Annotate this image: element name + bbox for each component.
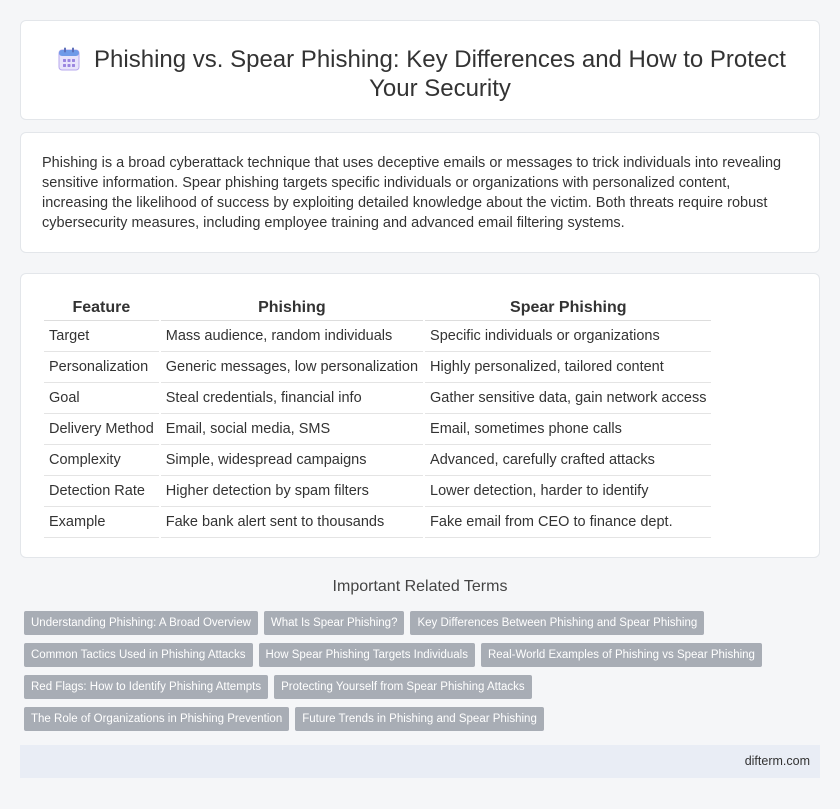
feature-cell: Target [44, 321, 159, 352]
intro-card [20, 132, 820, 253]
phishing-cell: Higher detection by spam filters [161, 476, 423, 507]
related-term-tag[interactable]: Common Tactics Used in Phishing Attacks [24, 643, 253, 667]
footer-brand-link[interactable]: difterm.com [744, 754, 810, 768]
phishing-cell: Simple, widespread campaigns [161, 445, 423, 476]
related-term-tag[interactable]: Future Trends in Phishing and Spear Phishing [295, 707, 544, 731]
intro-text: Phishing is a broad cyberattack technique that uses deceptive emails or messages to trick individuals into revealing sensitive information. Spear phishing targets specific individuals or organizations with personalized content, increasing the likelihood of success by exploiting detailed knowledge about the victim. Both threats require robust cybersecurity measures, including employee training and advanced email filtering systems. [42, 155, 782, 231]
related-term-tag[interactable]: Protecting Yourself from Spear Phishing Attacks [274, 675, 532, 699]
table-row [44, 476, 711, 507]
related-terms-title: Important Related Terms [332, 578, 508, 595]
related-term-tag[interactable]: Red Flags: How to Identify Phishing Attempts [24, 675, 268, 699]
table-row [44, 352, 711, 383]
tag-row [24, 611, 824, 635]
feature-cell: Complexity [44, 445, 159, 476]
related-term-tag[interactable]: Understanding Phishing: A Broad Overview [24, 611, 258, 635]
comparison-table [42, 296, 713, 538]
phishing-cell: Fake bank alert sent to thousands [161, 507, 423, 538]
tag-row [24, 643, 824, 667]
phishing-cell: Generic messages, low personalization [161, 352, 423, 383]
table-row [44, 321, 711, 352]
spear-phishing-cell: Gather sensitive data, gain network access [425, 383, 711, 414]
table-row [44, 414, 711, 445]
related-terms-list [24, 611, 824, 739]
calendar-icon [58, 47, 80, 71]
spear-phishing-cell: Fake email from CEO to finance dept. [425, 507, 711, 538]
feature-cell: Personalization [44, 352, 159, 383]
spear-phishing-cell: Lower detection, harder to identify [425, 476, 711, 507]
footer-bar [20, 745, 820, 778]
comparison-card [20, 273, 820, 558]
tag-row [24, 675, 824, 699]
header-spear-phishing: Spear Phishing [425, 296, 711, 321]
spear-phishing-cell: Specific individuals or organizations [425, 321, 711, 352]
related-term-tag[interactable]: The Role of Organizations in Phishing Prevention [24, 707, 289, 731]
header-card [20, 20, 820, 120]
related-term-tag[interactable]: Real-World Examples of Phishing vs Spear Phishing [481, 643, 762, 667]
feature-cell: Example [44, 507, 159, 538]
spear-phishing-cell: Email, sometimes phone calls [425, 414, 711, 445]
related-term-tag[interactable]: How Spear Phishing Targets Individuals [259, 643, 475, 667]
tag-row [24, 707, 824, 731]
spear-phishing-cell: Advanced, carefully crafted attacks [425, 445, 711, 476]
header-phishing: Phishing [161, 296, 423, 321]
related-term-tag[interactable]: What Is Spear Phishing? [264, 611, 405, 635]
table-row [44, 507, 711, 538]
feature-cell: Detection Rate [44, 476, 159, 507]
feature-cell: Delivery Method [44, 414, 159, 445]
table-row [44, 383, 711, 414]
phishing-cell: Mass audience, random individuals [161, 321, 423, 352]
related-term-tag[interactable]: Key Differences Between Phishing and Spear Phishing [410, 611, 704, 635]
table-row [44, 445, 711, 476]
spear-phishing-cell: Highly personalized, tailored content [425, 352, 711, 383]
header-feature: Feature [44, 296, 159, 321]
phishing-cell: Steal credentials, financial info [161, 383, 423, 414]
table-header-row [44, 296, 711, 321]
feature-cell: Goal [44, 383, 159, 414]
phishing-cell: Email, social media, SMS [161, 414, 423, 445]
page-title: Phishing vs. Spear Phishing: Key Differences and How to Protect Your Security [94, 46, 786, 102]
